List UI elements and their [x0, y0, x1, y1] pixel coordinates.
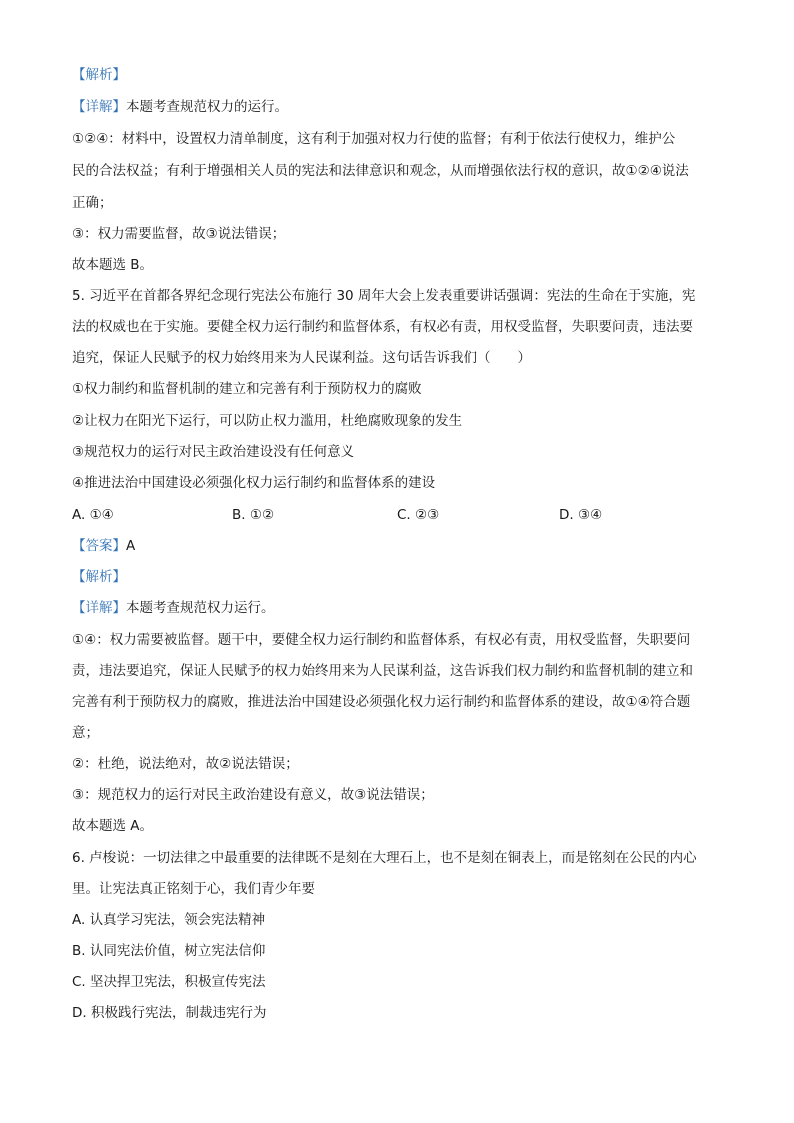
statement-item: ①权力制约和监督机制的建立和完善有利于预防权力的腐败	[72, 381, 422, 397]
explanation-line: 完善有利于预防权力的腐败，推进法治中国建设必须强化权力运行制约和监督体系的建设，故①④符合题	[72, 694, 691, 710]
option-d: D. ③④	[559, 507, 603, 523]
option-a: A. 认真学习宪法，领会宪法精神	[72, 912, 266, 928]
question-stem-line: 法的权威也在于实施。要健全权力运行制约和监督体系，有权必有责，用权受监督，失职要问责，违法要	[72, 319, 693, 335]
detail-tag: 【详解】	[72, 99, 126, 115]
detail-text: 本题考查规范权力的运行。	[126, 99, 288, 115]
explanation-line: ③：规范权力的运行对民主政治建设有意义，故③说法错误；	[72, 787, 434, 803]
explanation-line: 责，违法要追究，保证人民赋予的权力始终用来为人民谋利益，这告诉我们权力制约和监督机制的建立和	[72, 663, 693, 679]
option-c: C. ②③	[397, 507, 440, 523]
detail-line	[72, 97, 288, 117]
analysis-tag: 【解析】	[72, 67, 126, 83]
detail-line	[72, 598, 275, 618]
explanation-line: ②：杜绝，说法绝对，故②说法错误；	[72, 756, 299, 772]
answer-line	[72, 536, 135, 556]
option-a: A. ①④	[72, 507, 114, 523]
answer-tag: 【答案】	[72, 538, 126, 554]
statement-item: ③规范权力的运行对民主政治建设没有任何意义	[72, 444, 355, 460]
explanation-line: ①④：权力需要被监督。题干中，要健全权力运行制约和监督体系，有权必有责，用权受监督，失职要问	[72, 632, 691, 648]
question-stem-line: 6. 卢梭说：一切法律之中最重要的法律既不是刻在大理石上，也不是刻在铜表上，而是铭刻在公民的内心	[72, 850, 697, 866]
option-d: D. 积极践行宪法，制裁违宪行为	[72, 1005, 267, 1021]
option-b: B. ①②	[232, 507, 275, 523]
option-c: C. 坚决捍卫宪法，积极宣传宪法	[72, 974, 266, 990]
explanation-line: ①②④：材料中，设置权力清单制度，这有利于加强对权力行使的监督；有利于依法行使权力，维护公	[72, 131, 676, 147]
conclusion-line: 故本题选 A。	[72, 818, 154, 834]
statement-item: ②让权力在阳光下运行，可以防止权力滥用，杜绝腐败现象的发生	[72, 413, 463, 429]
explanation-line: 意；	[72, 725, 99, 741]
conclusion-line: 故本题选 B。	[72, 257, 154, 273]
statement-item: ④推进法治中国建设必须强化权力运行制约和监督体系的建设	[72, 475, 436, 491]
question-stem-line: 里。让宪法真正铭刻于心，我们青少年要	[72, 881, 315, 897]
analysis-tag: 【解析】	[72, 569, 126, 585]
explanation-line: 民的合法权益；有利于增强相关人员的宪法和法律意识和观念，从而增强依法行权的意识，故①②④说法	[72, 163, 689, 179]
question-stem-line: 5. 习近平在首都各界纪念现行宪法公布施行 30 周年大会上发表重要讲话强调：宪法的生命在于实施，宪	[72, 288, 696, 304]
detail-tag: 【详解】	[72, 600, 126, 616]
explanation-line: 正确；	[72, 195, 113, 211]
detail-text: 本题考查规范权力运行。	[126, 600, 275, 616]
question-stem-line: 追究，保证人民赋予的权力始终用来为人民谋利益。这句话告诉我们（ ）	[72, 350, 531, 366]
option-b: B. 认同宪法价值，树立宪法信仰	[72, 943, 266, 959]
answer-value: A	[126, 538, 136, 554]
explanation-line: ③：权力需要监督，故③说法错误；	[72, 226, 286, 242]
